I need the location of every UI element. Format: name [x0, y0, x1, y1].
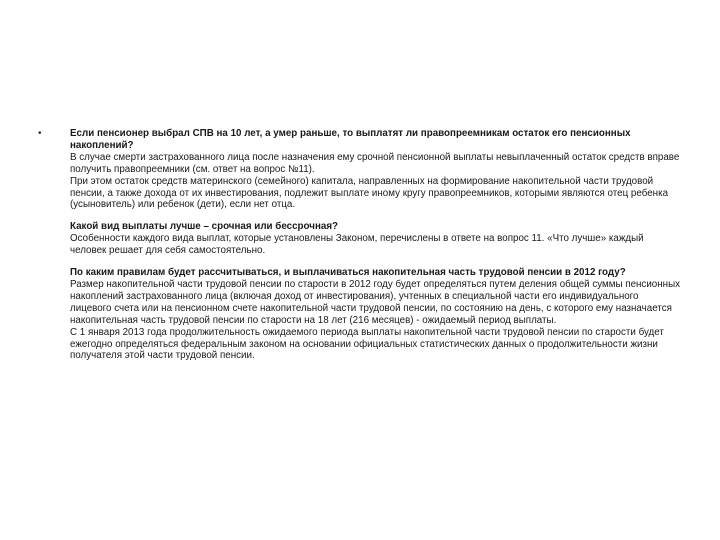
bullet-marker: • [38, 128, 42, 139]
faq-content [70, 128, 682, 372]
answer-3-paragraph-1: Размер накопительной части трудовой пенсии по старости в 2012 году будет определяться путем деления общей суммы пенсионных накоплений застрахованного лица (включая доход от инвестирования), учтенных в специальной части его индивидуального лицевого счета или на пенсионном счете накопительной части трудовой пенсии, по состоянию на день, с которого ему назначается накопительная часть трудовой пенсии по старости на 18 лет (216 месяцев) - ожидаемый период выплаты. [70, 278, 681, 326]
answer-3-paragraph-2: С 1 января 2013 года продолжительность ожидаемого периода выплаты накопительной части трудовой пенсии по старости будет ежегодно определяться федеральным законом на основании официальных статистических данных о продолжительности жизни получателя этой части трудовой пенсии. [70, 326, 664, 362]
answer-2-paragraph-1: Особенности каждого вида выплат, которые установлены Законом, перечислены в ответе на вопрос 11. «Что лучше» каждый человек решает для себя самостоятельно. [70, 233, 644, 257]
answer-1-paragraph-1: В случае смерти застрахованного лица после назначения ему срочной пенсионной выплаты невыплаченный остаток средств вправе получить правопреемники (см. ответ на вопрос №11). [70, 151, 680, 175]
answer-1-paragraph-2: При этом остаток средств материнского (семейного) капитала, направленных на формирование накопительной части трудовой пенсии, а также дохода от их инвестирования, подлежит выплате иному кругу правопреемников, которыми являются отец ребенка (усыновитель) или ребенок (дети), если нет отца. [70, 175, 669, 211]
question-1: Если пенсионер выбрал СПВ на 10 лет, а умер раньше, то выплатят ли правопреемникам остаток его пенсионных накоплений? [70, 128, 631, 151]
faq-item-3 [70, 267, 682, 362]
faq-item-2 [70, 221, 682, 257]
question-2: Какой вид выплаты лучше – срочная или бессрочная? [70, 221, 339, 233]
faq-item-1 [70, 128, 682, 211]
question-3: По каким правилам будет рассчитываться, и выплачиваться накопительная часть трудовой пенсии в 2012 году? [70, 267, 626, 279]
